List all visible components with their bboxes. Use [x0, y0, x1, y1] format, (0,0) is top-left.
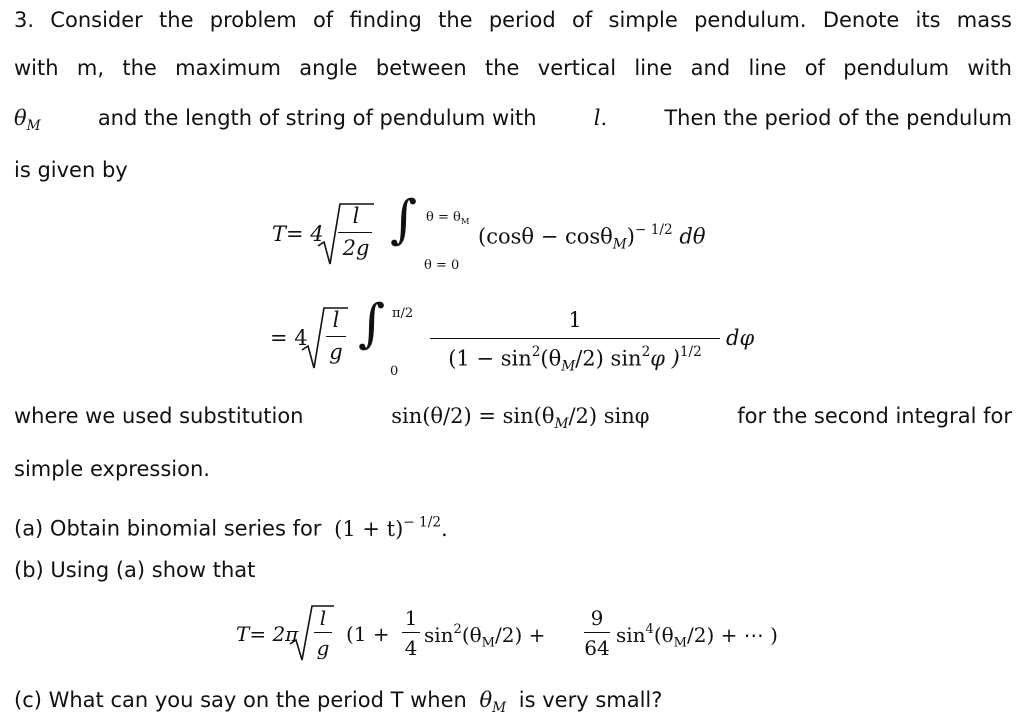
eq2-den: g	[329, 340, 343, 364]
substitution-line	[14, 402, 1012, 438]
part-c: (c) What can you say on the period T when $\theta_M$ is very small?	[14, 688, 663, 716]
eq3-f1-bar	[402, 632, 420, 633]
eq3-lhs: T= 2π	[236, 622, 299, 646]
part-b: (b) Using (a) show that	[14, 558, 256, 582]
eq2-d: dφ	[726, 326, 755, 350]
eq2-upper: π/2	[392, 306, 414, 321]
equation-1	[272, 190, 732, 276]
problem-line-3	[14, 104, 1012, 140]
substitution-pre: where we used substitution	[14, 404, 304, 428]
eq3-f1-den: 4	[404, 636, 418, 660]
eq3-term1: $\sin^2(\theta_M/2)$ +	[424, 622, 546, 651]
eq1-fracbar	[338, 232, 372, 233]
eq2-main-fracbar	[430, 338, 720, 339]
problem-line-1: 3. Consider the problem of finding the period of simple pendulum. Denote its mass	[14, 8, 1012, 32]
theta-m: $\theta_M$	[14, 106, 41, 134]
substitution-line-2: simple expression.	[14, 457, 210, 481]
eq2-lower: 0	[390, 364, 399, 379]
length-l: l.	[593, 106, 608, 130]
eq3-term2: $\sin^4(\theta_M/2)$ + ⋯ )	[616, 622, 778, 651]
eq1-integral-icon: ∫	[390, 190, 418, 250]
line3-text: and the length of string of pendulum with	[97, 106, 537, 130]
problem-line-4: is given by	[14, 158, 128, 182]
substitution-post: for the second integral for	[737, 404, 1012, 428]
eq1-den: 2g	[342, 236, 370, 260]
eq3-f2-num: 9	[590, 606, 604, 630]
substitution-expr: $\sin(\theta/2) = \sin(\theta_M/2)$ sinφ	[391, 404, 650, 432]
eq3-fracbar	[314, 632, 332, 633]
eq1-num: l	[352, 204, 360, 228]
part-a: (a) Obtain binomial series for $(1 + t)^{- 1/2}$.	[14, 514, 448, 541]
eq1-lhs: T= 4	[272, 222, 324, 246]
eq2-frac-den: ($1 - \sin^2(\theta_M/2)$ $\sin^2\varphi$ )$^{1/2}$	[448, 344, 702, 375]
equation-2	[270, 294, 770, 390]
eq3-f1-num: 1	[404, 606, 418, 630]
eq3-f2-bar	[584, 632, 610, 633]
eq3-num: l	[319, 606, 327, 630]
eq2-integral-icon: ∫	[358, 294, 386, 354]
eq1-body: $(\cos\theta - \cos\theta_M)^{- 1/2}$ dθ	[478, 222, 706, 253]
eq2-lhs: = 4	[270, 326, 308, 350]
line3-tail: Then the period of the pendulum	[664, 106, 1012, 130]
equation-3	[236, 600, 816, 670]
eq2-frac-num: 1	[568, 308, 582, 332]
eq3-open: (1 +	[346, 622, 390, 646]
problem-line-2: with m, the maximum angle between the vertical line and line of pendulum with	[14, 56, 1012, 80]
eq1-lower: θ = 0	[424, 258, 460, 273]
eq3-f2-den: 64	[584, 636, 610, 660]
eq1-upper: $\theta = \theta_M$	[426, 210, 470, 226]
eq2-fracbar	[326, 336, 346, 337]
eq2-num: l	[332, 308, 340, 332]
eq3-den: g	[316, 636, 330, 660]
